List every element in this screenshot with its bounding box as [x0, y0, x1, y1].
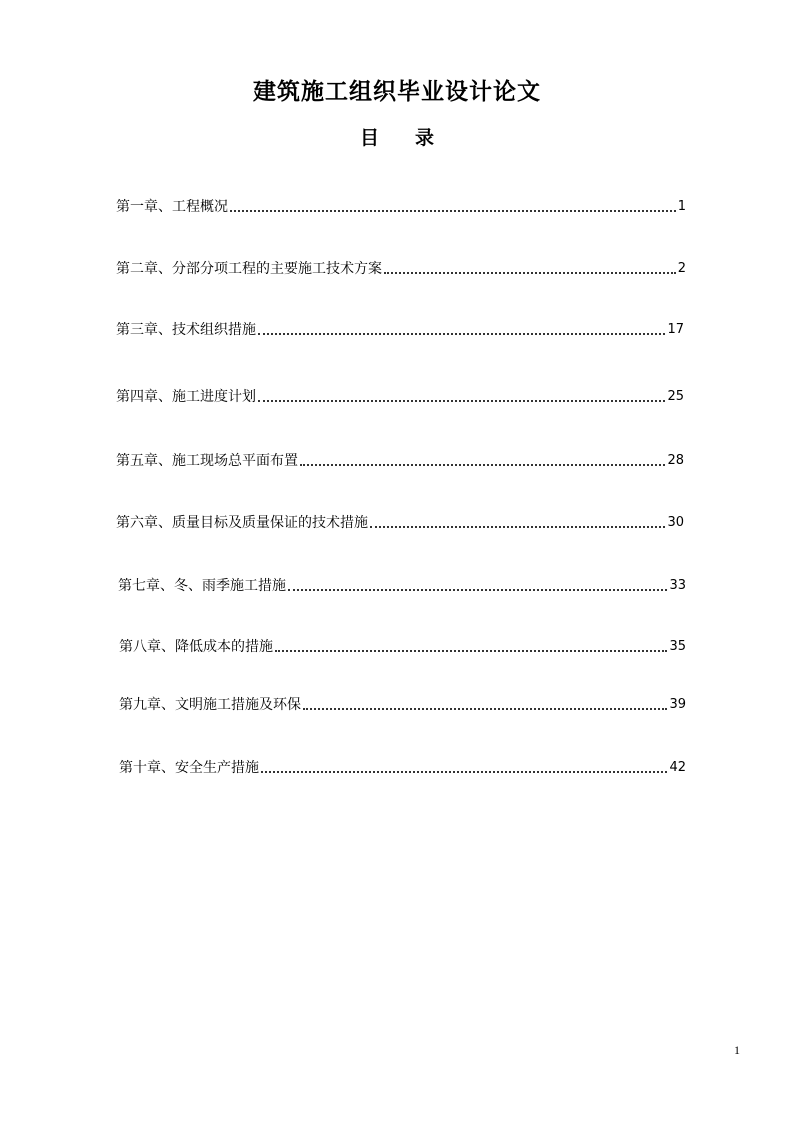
- toc-entry-label: 第二章、分部分项工程的主要施工技术方案: [116, 261, 382, 277]
- toc-entry-10[interactable]: [119, 755, 686, 777]
- toc-leader-dots: [258, 400, 665, 402]
- toc-entry-page: 42: [669, 760, 686, 775]
- toc-leader-dots: [275, 650, 667, 652]
- toc-entry-8[interactable]: [119, 634, 686, 656]
- toc-entry-page: 35: [669, 639, 686, 654]
- page-number: 1: [734, 1043, 740, 1057]
- toc-entry-2[interactable]: [116, 256, 686, 278]
- toc-entry-page: 1: [677, 199, 686, 214]
- toc-entry-label: 第六章、质量目标及质量保证的技术措施: [116, 515, 368, 531]
- toc-entry-page: 17: [667, 322, 684, 337]
- toc-leader-dots: [261, 771, 667, 773]
- toc-leader-dots: [230, 210, 676, 212]
- toc-entry-page: 2: [677, 261, 686, 276]
- toc-entry-page: 39: [669, 697, 686, 712]
- toc-entry-page: 25: [667, 389, 684, 404]
- toc-entry-label: 第八章、降低成本的措施: [119, 639, 273, 655]
- toc-entry-1[interactable]: [116, 194, 686, 216]
- toc-entry-page: 30: [667, 515, 684, 530]
- toc-entry-page: 33: [669, 578, 686, 593]
- toc-entry-label: 第九章、文明施工措施及环保: [119, 697, 301, 713]
- toc-leader-dots: [370, 526, 665, 528]
- toc-entry-9[interactable]: [119, 692, 686, 714]
- toc-leader-dots: [300, 464, 665, 466]
- toc-entry-label: 第五章、施工现场总平面布置: [116, 453, 298, 469]
- toc-entry-page: 28: [667, 453, 684, 468]
- toc-entry-label: 第四章、施工进度计划: [116, 389, 256, 405]
- toc-entry-3[interactable]: [116, 317, 684, 339]
- toc-leader-dots: [384, 272, 676, 274]
- toc-entry-5[interactable]: [116, 448, 684, 470]
- toc-entry-label: 第七章、冬、雨季施工措施: [118, 578, 286, 594]
- toc-leader-dots: [258, 333, 665, 335]
- toc-heading: [0, 124, 794, 152]
- toc-heading-char-2: 录: [415, 127, 435, 149]
- toc-heading-char-1: 目: [359, 127, 379, 149]
- document-title: 建筑施工组织毕业设计论文: [253, 78, 541, 105]
- toc-entry-label: 第十章、安全生产措施: [119, 760, 259, 776]
- toc-leader-dots: [303, 708, 667, 710]
- toc-entry-4[interactable]: [116, 384, 684, 406]
- toc-entry-label: 第一章、工程概况: [116, 199, 228, 215]
- toc-entry-7[interactable]: [118, 573, 686, 595]
- toc-entry-6[interactable]: [116, 510, 684, 532]
- toc-entry-label: 第三章、技术组织措施: [116, 322, 256, 338]
- toc-leader-dots: [288, 589, 667, 591]
